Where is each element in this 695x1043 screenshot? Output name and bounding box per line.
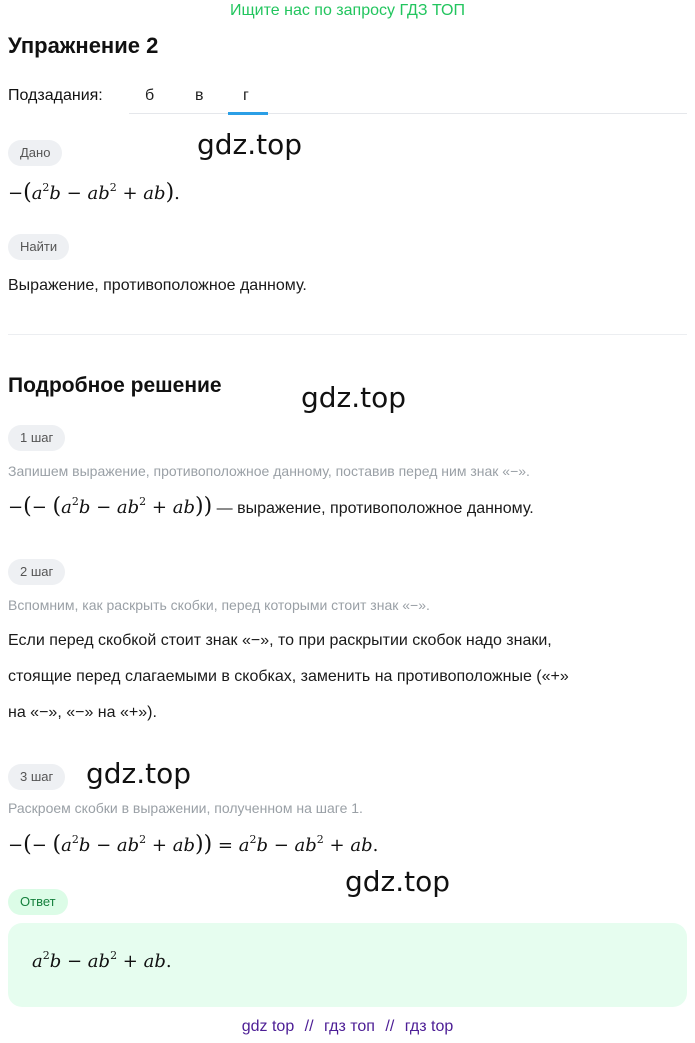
footer-separator: // — [304, 1018, 314, 1035]
step-3-hint: Раскроем скобки в выражении, полученном на шаге 1. — [8, 800, 363, 816]
step-2-badge: 2 шаг — [8, 559, 65, 585]
watermark: gdz.top — [301, 381, 407, 414]
subtasks-label: Подзадания: — [8, 87, 103, 104]
footer-links — [0, 1018, 695, 1036]
find-badge: Найти — [8, 234, 69, 260]
step-1-hint: Запишем выражение, противоположное данному, поставив перед ним знак «−». — [8, 463, 530, 479]
watermark: gdz.top — [86, 757, 192, 790]
answer-expression: $a^2b - ab^2$ + ab. — [32, 949, 172, 972]
tab-v[interactable]: в — [195, 87, 204, 104]
watermark: gdz.top — [345, 865, 451, 898]
footer-link-gdz-top-mixed[interactable]: гдз top — [404, 1018, 454, 1035]
tab-b[interactable]: б — [145, 87, 155, 104]
find-text: Выражение, противоположное данному. — [8, 277, 307, 294]
step-2-rule-line-3: на «−», «−» на «+»). — [8, 704, 157, 721]
promo-banner: Ищите нас по запросу ГДЗ ТОП — [230, 2, 465, 19]
tab-g[interactable]: г — [243, 87, 249, 104]
footer-link-gdz-top-ru[interactable]: гдз топ — [324, 1018, 375, 1035]
step-1-line — [8, 494, 534, 519]
solution-heading: Подробное решение — [8, 374, 222, 397]
step-3-badge: 3 шаг — [8, 764, 65, 790]
watermark: gdz.top — [197, 128, 303, 161]
step-1-badge: 1 шаг — [8, 425, 65, 451]
tab-active-indicator — [228, 112, 268, 115]
step-2-hint: Вспомним, как раскрыть скобки, перед которыми стоит знак «−». — [8, 597, 430, 613]
tabs-divider — [129, 113, 687, 114]
given-expression: $-(a^2b - ab^2 + ab)$. — [8, 180, 180, 205]
page-title: Упражнение 2 — [8, 33, 159, 58]
step-2-rule-line-2: стоящие перед слагаемыми в скобках, заменить на противоположные («+» — [8, 668, 569, 685]
step-2-rule-line-1: Если перед скобкой стоит знак «−», то при раскрытии скобок надо знаки, — [8, 632, 552, 649]
step-1-text: — выражение, противоположное данному. — [216, 500, 534, 517]
answer-badge: Ответ — [8, 889, 68, 915]
given-badge: Дано — [8, 140, 62, 166]
step-3-expression: −(− $(a^2b - ab^2 + ab)) = a^2b - ab^2$ + ab. — [8, 832, 379, 857]
footer-link-gdz-top[interactable]: gdz top — [241, 1018, 295, 1035]
step-1-expression: −(− $(a^2b - ab^2 + ab)$) — [8, 494, 213, 519]
section-divider — [8, 334, 687, 335]
footer-separator: // — [385, 1018, 395, 1035]
